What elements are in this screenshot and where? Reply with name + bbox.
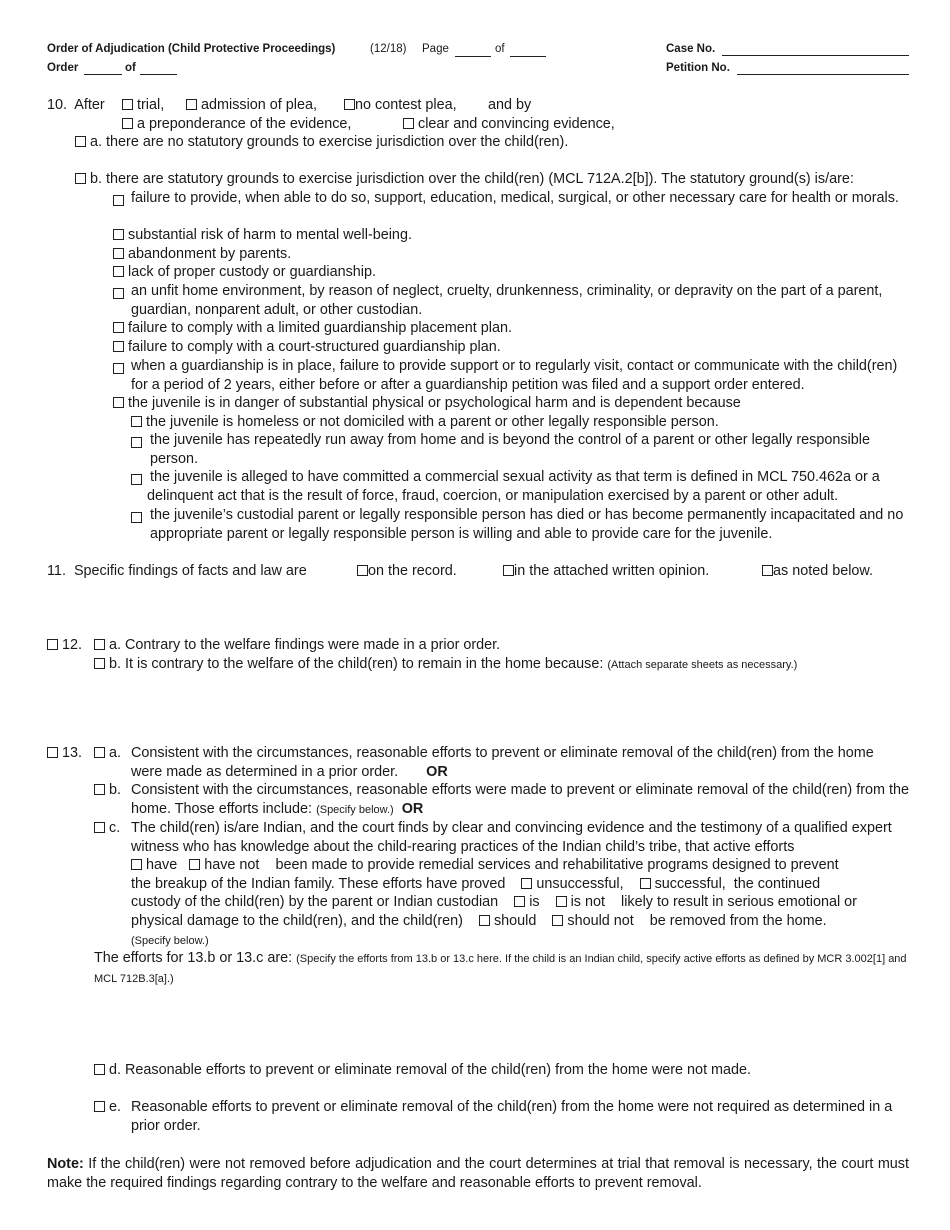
petition-no-label: Petition No.: [666, 62, 730, 74]
ground-3-checkbox[interactable]: [113, 248, 124, 259]
ground-5-checkbox[interactable]: [113, 286, 124, 302]
section-13a[interactable]: [94, 744, 121, 762]
section-13b-checkbox[interactable]: [94, 784, 105, 795]
section-13c-text-3: the breakup of the Indian family. These efforts have proved: [131, 876, 506, 892]
after-label: After: [74, 97, 105, 113]
no-contest-option[interactable]: [344, 96, 457, 114]
section-11-text: Specific findings of facts and law are: [73, 563, 307, 579]
section-13d-checkbox[interactable]: [94, 1064, 105, 1075]
form-code: (12/18): [370, 43, 407, 55]
order-total-field[interactable]: [140, 74, 177, 75]
section-13a-text: Consistent with the circumstances, reasonable efforts to prevent or eliminate removal of the child(ren) from the home were made as determined in a prior order. OR: [131, 745, 874, 780]
section-10-line-1: [47, 96, 105, 114]
clear-convincing-option[interactable]: [403, 115, 615, 133]
ground-8-text: when a guardianship is in place, failure to provide support or to regularly visit, contact or communicate with the child(ren) for a period of 2 years, either before or after a guardianship petition was filed and a support order entered.: [131, 358, 898, 393]
ground-9d-text: the juvenile’s custodial parent or legally responsible person has died or has become permanently incapacitated and no appropriate parent or legally responsible person is willing and able to provide care for the juvenile.: [150, 507, 904, 542]
item-letter: b.: [90, 171, 103, 187]
have-label: have: [146, 857, 178, 873]
ground-7[interactable]: [113, 338, 501, 356]
no-contest-checkbox[interactable]: [344, 99, 355, 110]
section-13b-text: Consistent with the circumstances, reasonable efforts were made to prevent or eliminate removal of the child(ren) from the home. Those efforts include: (Specify below.) OR: [131, 782, 909, 817]
ground-9[interactable]: [113, 394, 741, 412]
unsuccessful-checkbox[interactable]: [521, 878, 532, 889]
section-12a-checkbox[interactable]: [94, 639, 105, 650]
petition-no-field[interactable]: [737, 74, 909, 75]
section-10b-checkbox[interactable]: [75, 173, 86, 184]
section-13c-line-4: [131, 875, 820, 893]
preponderance-checkbox[interactable]: [122, 118, 133, 129]
section-12-header[interactable]: [47, 636, 82, 654]
trial-label: trial,: [137, 97, 165, 113]
page-of-label: of: [495, 43, 505, 55]
section-12b-checkbox[interactable]: [94, 658, 105, 669]
is-label: is: [529, 894, 540, 910]
section-number: 12.: [62, 637, 83, 653]
ground-6-text: failure to comply with a limited guardianship placement plan.: [128, 320, 512, 336]
findings-written-opinion[interactable]: [503, 562, 709, 580]
have-checkbox[interactable]: [131, 859, 142, 870]
page-total-field[interactable]: [510, 56, 546, 57]
page-label: Page: [422, 43, 449, 55]
ground-9a-checkbox[interactable]: [131, 416, 142, 427]
ground-5-text: an unfit home environment, by reason of neglect, cruelty, drunkenness, criminality, or depravity on the part of a parent, guardian, nonparent adult, or other custodian.: [131, 283, 883, 318]
ground-2-text: substantial risk of harm to mental well-being.: [128, 227, 412, 243]
section-13c-checkbox[interactable]: [94, 822, 105, 833]
order-label: Order: [47, 62, 79, 74]
order-number-field[interactable]: [84, 74, 122, 75]
section-10b[interactable]: [75, 170, 854, 188]
findings-on-record[interactable]: [357, 562, 457, 580]
efforts-description: [94, 949, 909, 989]
section-10b-text: there are statutory grounds to exercise jurisdiction over the child(ren) (MCL 712A.2[b]). The statutory ground(s) is/are:: [106, 171, 854, 187]
item-letter: b.: [109, 782, 122, 798]
efforts-label: The efforts for 13.b or 13.c are:: [94, 950, 293, 966]
note-text: If the child(ren) were not removed before adjudication and the court determines at trial that removal is necessary, the court must make the required findings regarding contrary to the welfare and reasonable efforts to prevent removal.: [47, 1156, 909, 1191]
item-letter: a.: [109, 745, 122, 761]
section-13c-text-1: The child(ren) is/are Indian, and the court finds by clear and convincing evidence and the testimony of a qualified expert witness who has knowledge about the child-rearing practices of the Indian child’s tribe, that active efforts: [131, 820, 892, 855]
efforts-note: (Specify the efforts from 13.b or 13.c here. If the child is an Indian child, specify active efforts as defined by MCR 3.002[1] and MCL 712B.3[a].): [94, 953, 907, 985]
ground-9d-checkbox[interactable]: [131, 510, 142, 526]
item-letter: e.: [109, 1099, 122, 1115]
section-13c-line-3: [131, 856, 839, 874]
section-13c-text-4: custody of the child(ren) by the parent or Indian custodian: [131, 894, 499, 910]
ground-3[interactable]: [113, 245, 291, 263]
case-no-field[interactable]: [722, 55, 909, 56]
section-10a-text: there are no statutory grounds to exercise jurisdiction over the child(ren).: [106, 134, 569, 150]
have-not-checkbox[interactable]: [189, 859, 200, 870]
section-12a[interactable]: [94, 636, 500, 654]
section-13b-note: (Specify below.): [316, 803, 394, 816]
section-number: 10.: [47, 97, 68, 113]
section-13e[interactable]: [94, 1098, 121, 1116]
unsuccessful-label: unsuccessful,: [536, 876, 624, 892]
section-number: 11.: [47, 563, 66, 579]
on-record-checkbox[interactable]: [357, 565, 368, 576]
item-letter: d.: [109, 1062, 122, 1078]
ground-2[interactable]: [113, 226, 412, 244]
section-number: 13.: [62, 745, 83, 761]
or-label: OR: [401, 800, 424, 817]
admission-label: admission of plea,: [201, 97, 317, 113]
written-opinion-checkbox[interactable]: [503, 565, 514, 576]
is-not-label: is not: [570, 894, 605, 910]
ground-4[interactable]: [113, 263, 376, 281]
section-13b[interactable]: [94, 781, 121, 799]
note-paragraph: [47, 1155, 909, 1192]
ground-9c-text: the juvenile is alleged to have committed a commercial sexual activity as that term is defined in MCL 750.462a or a delinquent act that is the result of force, fraud, coercion, or manipulation exercised by a parent or other adult.: [147, 469, 880, 504]
item-letter: a.: [109, 637, 122, 653]
or-label: OR: [426, 763, 448, 780]
section-12b-text: It is contrary to the welfare of the child(ren) to remain in the home because:: [125, 656, 604, 672]
noted-below-label: as noted below.: [773, 563, 874, 579]
section-13c-note: (Specify below.): [131, 935, 209, 947]
ground-9b-checkbox[interactable]: [131, 435, 142, 451]
section-10a[interactable]: [75, 133, 568, 151]
ground-6-checkbox[interactable]: [113, 322, 124, 333]
ground-9-checkbox[interactable]: [113, 397, 124, 408]
ground-4-checkbox[interactable]: [113, 266, 124, 277]
section-13e-checkbox[interactable]: [94, 1101, 105, 1112]
should-label: should: [493, 913, 537, 929]
ground-7-checkbox[interactable]: [113, 341, 124, 352]
have-not-label: have not: [204, 857, 260, 873]
section-12-checkbox[interactable]: [47, 639, 58, 650]
ground-9b-text: the juvenile has repeatedly run away from home and is beyond the control of a parent or other legally responsible person.: [150, 432, 870, 467]
note-label: Note:: [47, 1156, 84, 1172]
section-13c-text-5: physical damage to the child(ren), and the child(ren): [131, 913, 463, 929]
ground-4-text: lack of proper custody or guardianship.: [128, 264, 376, 280]
case-no-label: Case No.: [666, 43, 716, 55]
should-checkbox[interactable]: [479, 915, 490, 926]
section-13-checkbox[interactable]: [47, 747, 58, 758]
item-letter: b.: [109, 656, 122, 672]
section-12b[interactable]: [94, 655, 797, 674]
ground-1-text: failure to provide, when able to do so, support, education, medical, surgical, or other necessary care for health or morals.: [131, 190, 899, 206]
likely-label: likely to result in serious emotional or: [621, 894, 857, 910]
clear-convincing-checkbox[interactable]: [403, 118, 414, 129]
page-number-field[interactable]: [455, 56, 491, 57]
should-not-checkbox[interactable]: [552, 915, 563, 926]
written-opinion-label: in the attached written opinion.: [514, 563, 710, 579]
ground-9a[interactable]: [131, 413, 719, 431]
ground-3-text: abandonment by parents.: [128, 246, 292, 262]
section-12a-text: Contrary to the welfare findings were made in a prior order.: [125, 637, 501, 653]
section-12b-note: (Attach separate sheets as necessary.): [607, 659, 798, 671]
on-record-label: on the record.: [368, 563, 457, 579]
section-13c-line-6: [131, 912, 827, 930]
section-10a-checkbox[interactable]: [75, 136, 86, 147]
section-13e-text: Reasonable efforts to prevent or eliminate removal of the child(ren) from the home were not required as determined in a prior order.: [131, 1099, 893, 1134]
noted-below-checkbox[interactable]: [762, 565, 773, 576]
section-13c-line-5: [131, 893, 857, 911]
section-13a-checkbox[interactable]: [94, 747, 105, 758]
ground-9c-checkbox[interactable]: [131, 472, 142, 488]
findings-noted-below[interactable]: [762, 562, 873, 580]
continued-label: the continued: [733, 876, 821, 892]
efforts-text-area[interactable]: [94, 990, 909, 1050]
ground-9a-text: the juvenile is homeless or not domiciled with a parent or other legally responsible person.: [146, 414, 719, 430]
admission-checkbox[interactable]: [186, 99, 197, 110]
preponderance-label: a preponderance of the evidence,: [137, 116, 352, 132]
ground-1-checkbox[interactable]: [113, 193, 124, 209]
section-13c-text-2: been made to provide remedial services and rehabilitative programs designed to prevent: [275, 857, 839, 873]
section-13c[interactable]: [94, 819, 120, 837]
order-of-label: of: [125, 62, 136, 74]
successful-checkbox[interactable]: [640, 878, 651, 889]
successful-label: successful,: [654, 876, 726, 892]
is-not-checkbox[interactable]: [556, 896, 567, 907]
section-13-header[interactable]: [47, 744, 82, 762]
removed-label: be removed from the home.: [649, 913, 827, 929]
should-not-label: should not: [567, 913, 634, 929]
ground-2-checkbox[interactable]: [113, 229, 124, 240]
section-13d[interactable]: [94, 1061, 751, 1079]
ground-9-text: the juvenile is in danger of substantial physical or psychological harm and is dependent because: [128, 395, 741, 411]
section-13d-text: Reasonable efforts to prevent or eliminate removal of the child(ren) from the home were not made.: [125, 1062, 752, 1078]
section-11-label: [47, 562, 307, 580]
form-title: Order of Adjudication (Child Protective Proceedings): [47, 43, 336, 55]
ground-6[interactable]: [113, 319, 512, 337]
item-letter: c.: [109, 820, 121, 836]
is-checkbox[interactable]: [514, 896, 525, 907]
and-by-label: and by: [488, 97, 532, 113]
trial-checkbox[interactable]: [122, 99, 133, 110]
ground-7-text: failure to comply with a court-structured guardianship plan.: [128, 339, 501, 355]
clear-convincing-label: clear and convincing evidence,: [418, 116, 615, 132]
ground-8-checkbox[interactable]: [113, 361, 124, 377]
trial-option[interactable]: [122, 96, 164, 114]
admission-option[interactable]: [186, 96, 317, 114]
preponderance-option[interactable]: [122, 115, 351, 133]
item-letter: a.: [90, 134, 103, 150]
no-contest-label: no contest plea,: [355, 97, 457, 113]
